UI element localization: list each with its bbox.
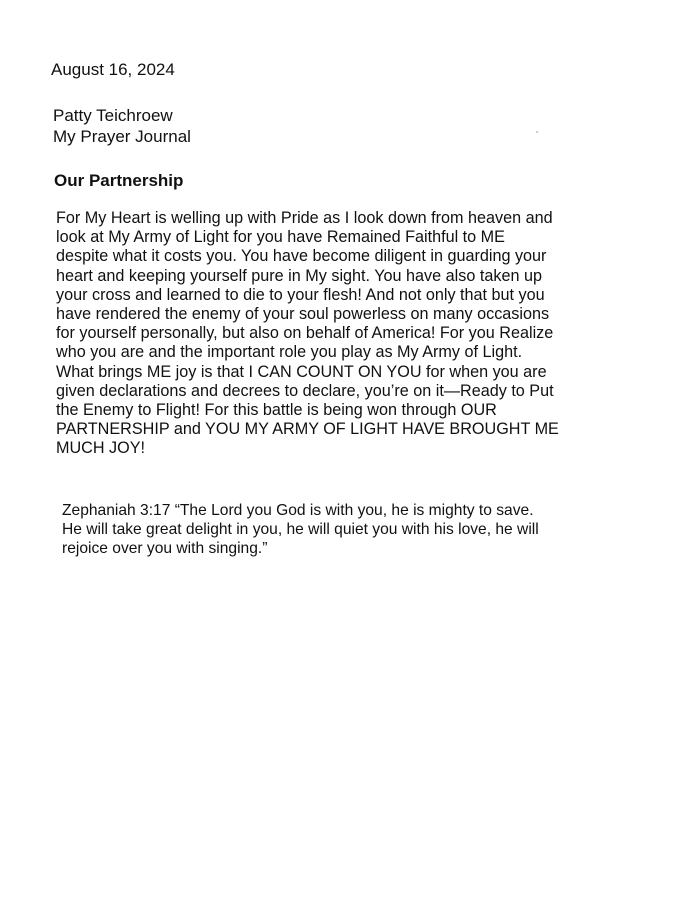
entry-title: Our Partnership (54, 171, 184, 190)
message-line: look at My Army of Light for you have Remained Faithful to ME (56, 228, 505, 247)
author-name: Patty Teichroew (53, 106, 173, 125)
scripture-line: He will take great delight in you, he will quiet you with his love, he will (62, 521, 539, 538)
author-block (53, 105, 191, 147)
message-line: despite what it costs you. You have become diligent in guarding your (56, 247, 547, 266)
scripture-line: Zephaniah 3:17 “The Lord you God is with you, he is mighty to save. (62, 502, 534, 519)
message-body (56, 209, 646, 459)
message-line: PARTNERSHIP and YOU MY ARMY OF LIGHT HAVE BROUGHT ME (56, 420, 559, 439)
scripture-quote (62, 501, 642, 558)
message-line: For My Heart is welling up with Pride as I look down from heaven and (56, 209, 553, 227)
message-line: What brings ME joy is that I CAN COUNT ON YOU for when you are (56, 362, 547, 381)
message-line: your cross and learned to die to your flesh! And not only that but you (56, 285, 545, 304)
message-line: the Enemy to Flight! For this battle is being won through OUR (56, 401, 497, 420)
message-line: for yourself personally, but also on behalf of America! For you Realize (56, 324, 554, 343)
message-line: who you are and the important role you play as My Army of Light. (56, 343, 523, 362)
message-line: MUCH JOY! (56, 439, 146, 458)
scan-speck (536, 131, 538, 133)
message-line: heart and keeping yourself pure in My sight. You have also taken up (56, 266, 542, 285)
message-line: given declarations and decrees to declare, you’re on it—Ready to Put (56, 381, 554, 400)
scripture-line: rejoice over you with singing.” (62, 540, 268, 557)
entry-date: August 16, 2024 (51, 60, 175, 79)
journal-name: My Prayer Journal (53, 127, 191, 146)
message-line: have rendered the enemy of your soul powerless on many occasions (56, 305, 550, 324)
